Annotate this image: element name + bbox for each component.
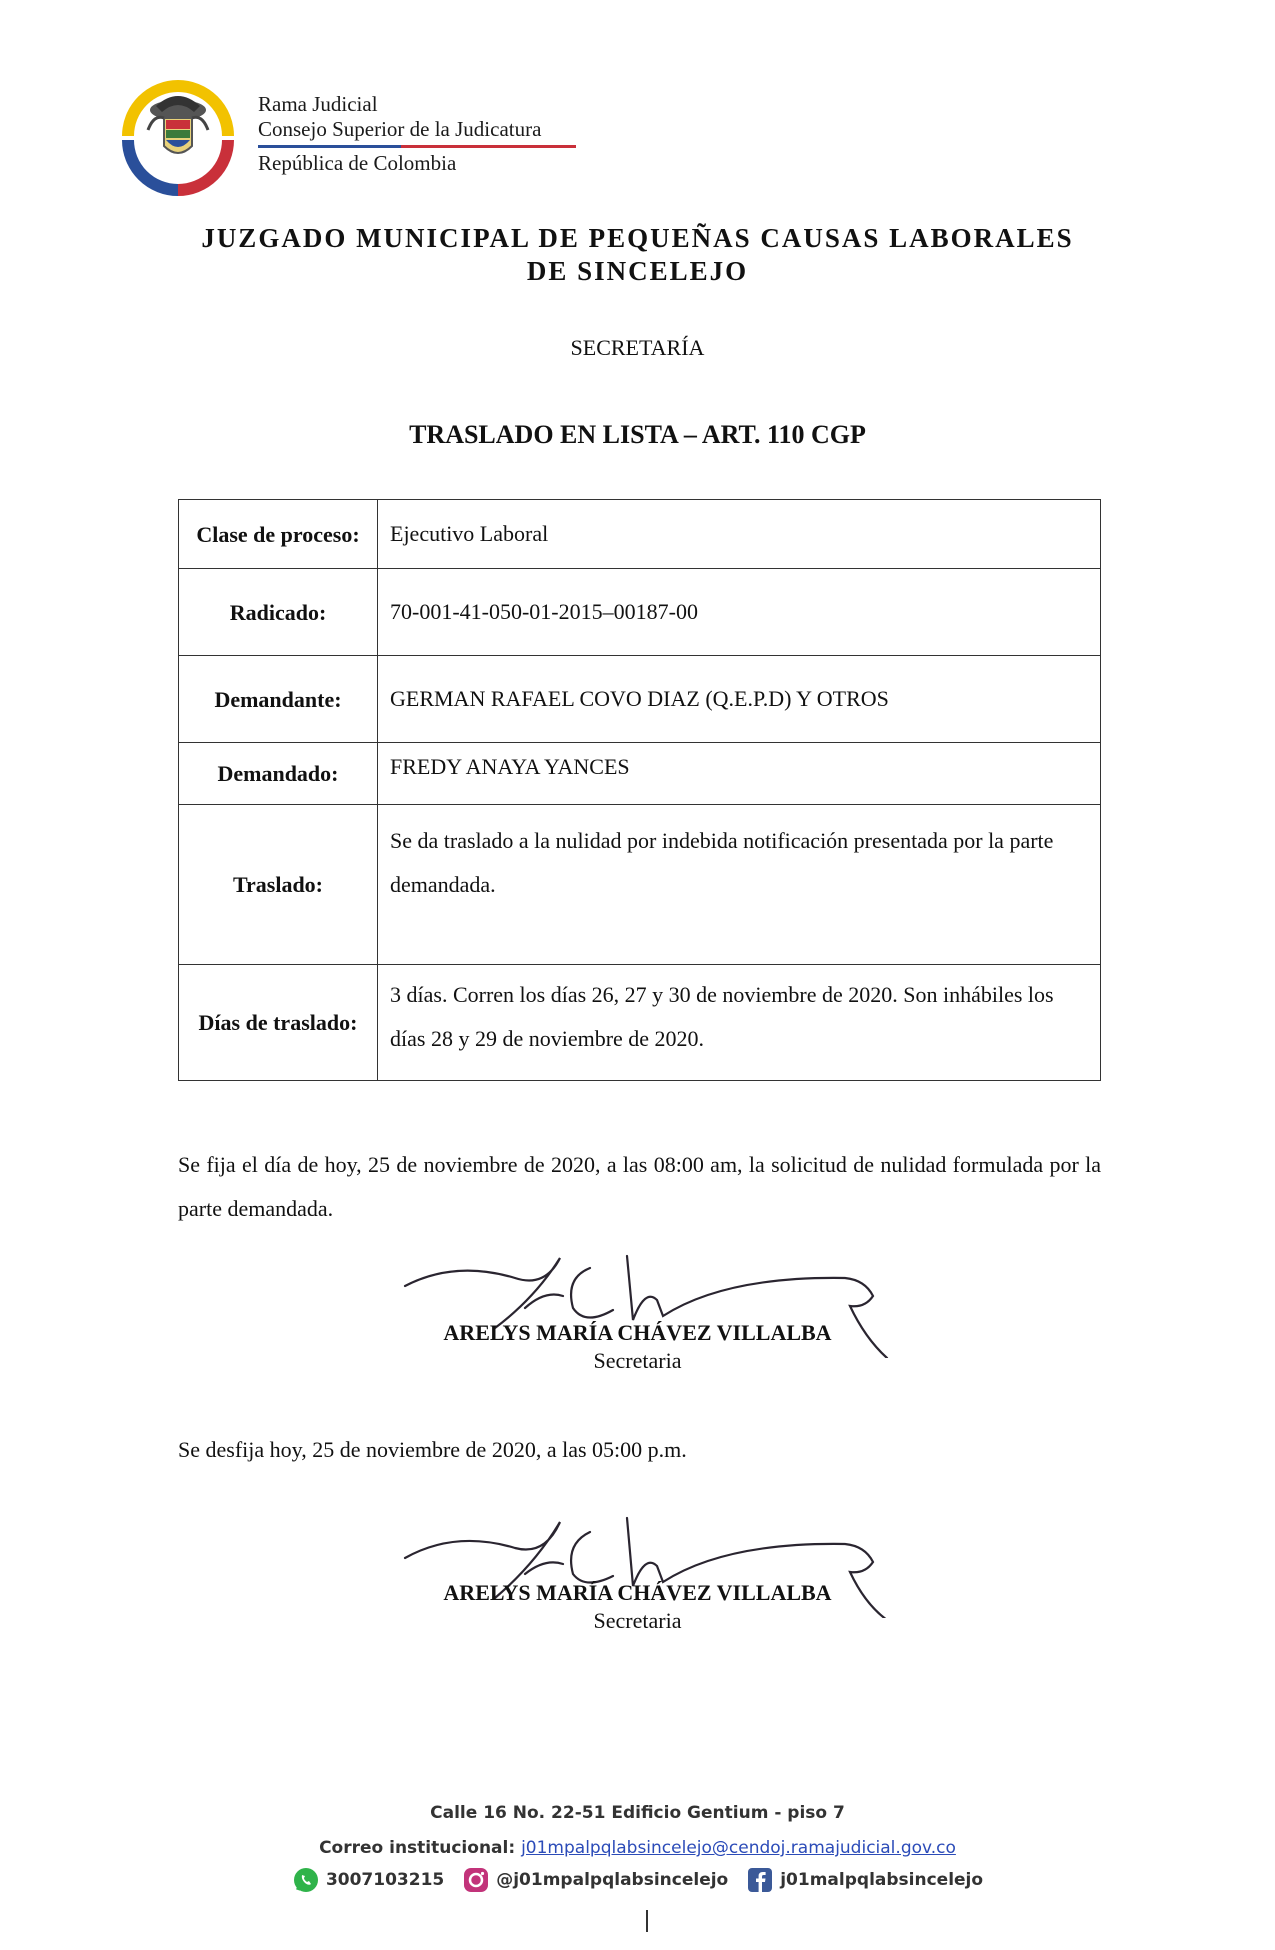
facebook-contact[interactable]: [746, 1866, 983, 1894]
table-row: [179, 743, 1101, 805]
table-row: [179, 500, 1101, 569]
table-row: [179, 569, 1101, 656]
document-title: TRASLADO EN LISTA – ART. 110 CGP: [409, 420, 866, 449]
instagram-contact[interactable]: [462, 1866, 728, 1894]
signer-name: ARELYS MARÍA CHÁVEZ VILLALBA: [443, 1580, 832, 1605]
row-value: FREDY ANAYA YANCES: [378, 743, 1101, 805]
row-label: Radicado:: [179, 569, 378, 656]
row-label: Demandante:: [179, 656, 378, 743]
row-label: Demandado:: [179, 743, 378, 805]
whatsapp-icon: [292, 1866, 320, 1894]
email-label: Correo institucional:: [319, 1838, 516, 1858]
row-value: 3 días. Corren los días 26, 27 y 30 de noviembre de 2020. Son inhábiles los días 28 y 29 de noviembre de 2020.: [378, 965, 1101, 1081]
institution-divider: [258, 145, 576, 148]
whatsapp-contact[interactable]: [292, 1866, 444, 1894]
court-title-line1: JUZGADO MUNICIPAL DE PEQUEÑAS CAUSAS LABORALES: [201, 223, 1074, 253]
instagram-handle: @j01mpalpqlabsincelejo: [496, 1870, 729, 1890]
signer-role: Secretaria: [593, 1348, 682, 1373]
table-row: [179, 965, 1101, 1081]
row-value: 70-001-41-050-01-2015–00187-00: [378, 569, 1101, 656]
section-label: SECRETARÍA: [570, 335, 705, 360]
footer-social-row: [240, 1866, 1035, 1894]
page-divider-mark: [646, 1910, 648, 1932]
institution-block: [258, 92, 541, 176]
facebook-handle: j01malpqlabsincelejo: [780, 1870, 984, 1890]
row-label: Clase de proceso:: [179, 500, 378, 569]
court-title-line2: DE SINCELEJO: [526, 256, 749, 286]
row-value: Ejecutivo Laboral: [378, 500, 1101, 569]
email-link[interactable]: j01mpalpqlabsincelejo@cendoj.ramajudicial.gov.co: [521, 1838, 956, 1858]
row-label: Traslado:: [179, 805, 378, 965]
institution-line3: República de Colombia: [258, 151, 457, 175]
rama-judicial-logo: [108, 68, 248, 204]
footer-email-row: [240, 1838, 1035, 1858]
signer-role: Secretaria: [593, 1608, 682, 1633]
signer-name: ARELYS MARÍA CHÁVEZ VILLALBA: [443, 1320, 832, 1345]
institution-line1: Rama Judicial: [258, 92, 378, 116]
process-info-table: [178, 499, 1101, 1081]
table-row: [179, 805, 1101, 965]
desfija-paragraph: Se desfija hoy, 25 de noviembre de 2020, a las 05:00 p.m.: [178, 1437, 687, 1462]
fija-paragraph: Se fija el día de hoy, 25 de noviembre de 2020, a las 08:00 am, la solicitud de nulidad formulada por la parte demandada.: [178, 1152, 1101, 1221]
whatsapp-number: 3007103215: [325, 1870, 445, 1890]
instagram-icon: [462, 1866, 490, 1894]
footer-address: Calle 16 No. 22-51 Edificio Gentium - piso 7: [430, 1803, 845, 1823]
court-title: [140, 222, 1135, 288]
row-label: Días de traslado:: [179, 965, 378, 1081]
table-row: [179, 656, 1101, 743]
row-value: Se da traslado a la nulidad por indebida notificación presentada por la parte demandada.: [378, 805, 1101, 965]
facebook-icon: [746, 1866, 774, 1894]
institution-line2: Consejo Superior de la Judicatura: [258, 117, 542, 141]
row-value: GERMAN RAFAEL COVO DIAZ (Q.E.P.D) Y OTROS: [378, 656, 1101, 743]
